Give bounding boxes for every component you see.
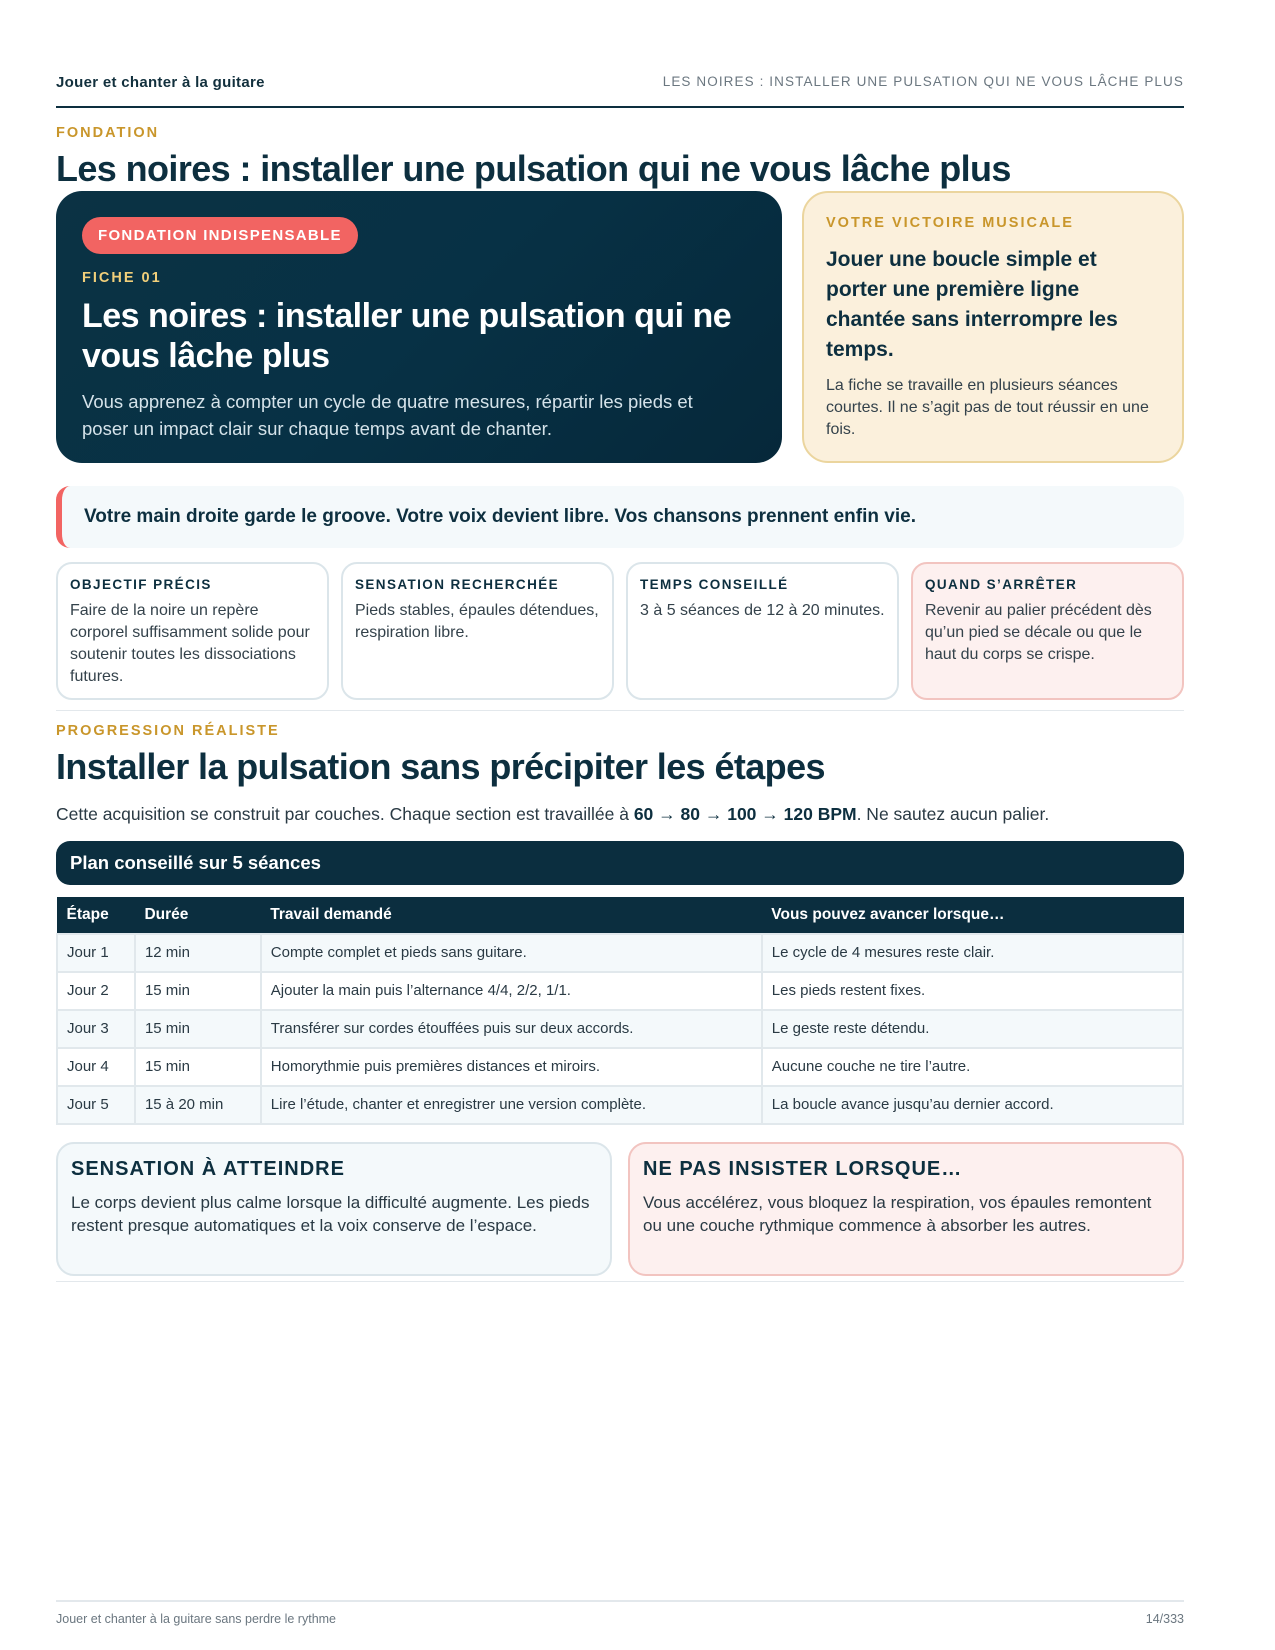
column-header: Travail demandé [261,898,762,934]
section-kicker: FONDATION [56,125,160,141]
stop-card [628,1142,1184,1276]
stop-title: NE PAS INSISTER LORSQUE… [643,1158,963,1180]
card-objectif [56,562,329,700]
table-cell: 15 à 20 min [135,1086,261,1124]
table-cell: Compte complet et pieds sans guitare. [261,934,762,972]
table-cell: Le cycle de 4 mesures reste clair. [762,934,1183,972]
running-header-chapter: LES NOIRES : INSTALLER UNE PULSATION QUI NE VOUS LÂCHE PLUS [662,74,1184,89]
card-title: TEMPS CONSEILLÉ [640,577,789,592]
intro-text-end: . Ne sautez aucun palier. [856,804,1050,824]
hero-title: Les noires : installer une pulsation qui ne vous lâche plus [82,297,732,375]
plan-table [56,897,1184,1125]
column-header: Durée [135,898,261,934]
victory-text: La fiche se travaille en plusieurs séances courtes. Il ne s’agit pas de tout réussir en une fois. [826,377,1149,438]
table-row [57,1048,1183,1086]
stop-text: Vous accélérez, vous bloquez la respiration, vos épaules remontent ou une couche rythmique commence à absorber les autres. [643,1193,1152,1235]
pull-quote [56,486,1184,548]
intro-bpm: 60 → 80 → 100 → 120 BPM [633,804,857,824]
intro-text: Cette acquisition se construit par couches. Chaque section est travaillée à [56,804,634,824]
card-text: Pieds stables, épaules détendues, respiration libre. [355,602,599,641]
table-cell: Lire l’étude, chanter et enregistrer une version complète. [261,1086,762,1124]
progression-intro [56,804,1049,825]
sensation-title: SENSATION À ATTEINDRE [71,1158,345,1180]
plan-title-bar [56,841,1184,885]
table-cell: Transférer sur cordes étouffées puis sur deux accords. [261,1010,762,1048]
table-cell: Les pieds restent fixes. [762,972,1183,1010]
card-title: QUAND S’ARRÊTER [925,577,1078,592]
card-sensation [341,562,614,700]
card-text: 3 à 5 séances de 12 à 20 minutes. [640,602,885,619]
plan-title: Plan conseillé sur 5 séances [70,852,321,873]
card-title: OBJECTIF PRÉCIS [70,577,212,592]
progression-kicker: PROGRESSION RÉALISTE [56,723,280,739]
table-cell: Jour 1 [57,934,135,972]
foundation-badge: FONDATION INDISPENSABLE [82,217,358,254]
page [56,0,1184,1650]
footer-rule [56,1600,1184,1602]
info-cards [56,562,1184,700]
table-row [57,934,1183,972]
table-cell: Ajouter la main puis l’alternance 4/4, 2/2, 1/1. [261,972,762,1010]
sensation-text: Le corps devient plus calme lorsque la difficulté augmente. Les pieds restent presque automatiques et la voix conserve de l’espace. [71,1193,590,1235]
hero-description: Vous apprenez à compter un cycle de quatre mesures, répartir les pieds et poser un impact clair sur chaque temps avant de chanter. [82,391,693,439]
table-row [57,1086,1183,1124]
card-temps [626,562,899,700]
progression-title: Installer la pulsation sans précipiter les étapes [56,746,825,787]
table-row [57,1010,1183,1048]
table-cell: Le geste reste détendu. [762,1010,1183,1048]
divider [56,1281,1184,1282]
table-header-row [57,898,1183,934]
table-cell: Jour 5 [57,1086,135,1124]
card-stop [911,562,1184,700]
table-cell: 15 min [135,972,261,1010]
column-header: Étape [57,898,135,934]
page-number: 14/333 [1145,1612,1184,1626]
pull-quote-text: Votre main droite garde le groove. Votre voix devient libre. Vos chansons prennent enfin vie. [84,506,916,527]
table-cell: Jour 2 [57,972,135,1010]
fiche-number: FICHE 01 [82,270,162,286]
victory-kicker: VOTRE VICTOIRE MUSICALE [826,215,1074,231]
table-cell: 12 min [135,934,261,972]
bottom-cards [56,1142,1184,1276]
table-cell: Aucune couche ne tire l’autre. [762,1048,1183,1086]
sensation-card [56,1142,612,1276]
victory-title: Jouer une boucle simple et porter une première ligne chantée sans interrompre les temps. [826,248,1118,361]
table-cell: Jour 4 [57,1048,135,1086]
footer-book-title: Jouer et chanter à la guitare sans perdre le rythme [56,1612,337,1626]
table-cell: Homorythmie puis premières distances et miroirs. [261,1048,762,1086]
table-cell: 15 min [135,1048,261,1086]
running-header-title: Jouer et chanter à la guitare [56,74,265,91]
card-text: Faire de la noire un repère corporel suffisamment solide pour soutenir toutes les dissociations futures. [70,602,310,685]
card-title: SENSATION RECHERCHÉE [355,577,560,592]
page-title: Les noires : installer une pulsation qui ne vous lâche plus [56,148,1011,189]
table-cell: Jour 3 [57,1010,135,1048]
table-row [57,972,1183,1010]
running-header [56,74,1184,108]
divider [56,710,1184,711]
table-cell: 15 min [135,1010,261,1048]
column-header: Vous pouvez avancer lorsque… [762,898,1183,934]
hero-card [56,191,782,463]
table-cell: La boucle avance jusqu’au dernier accord. [762,1086,1183,1124]
card-text: Revenir au palier précédent dès qu’un pied se décale ou que le haut du corps se crispe. [925,602,1152,663]
victory-card [802,191,1184,463]
